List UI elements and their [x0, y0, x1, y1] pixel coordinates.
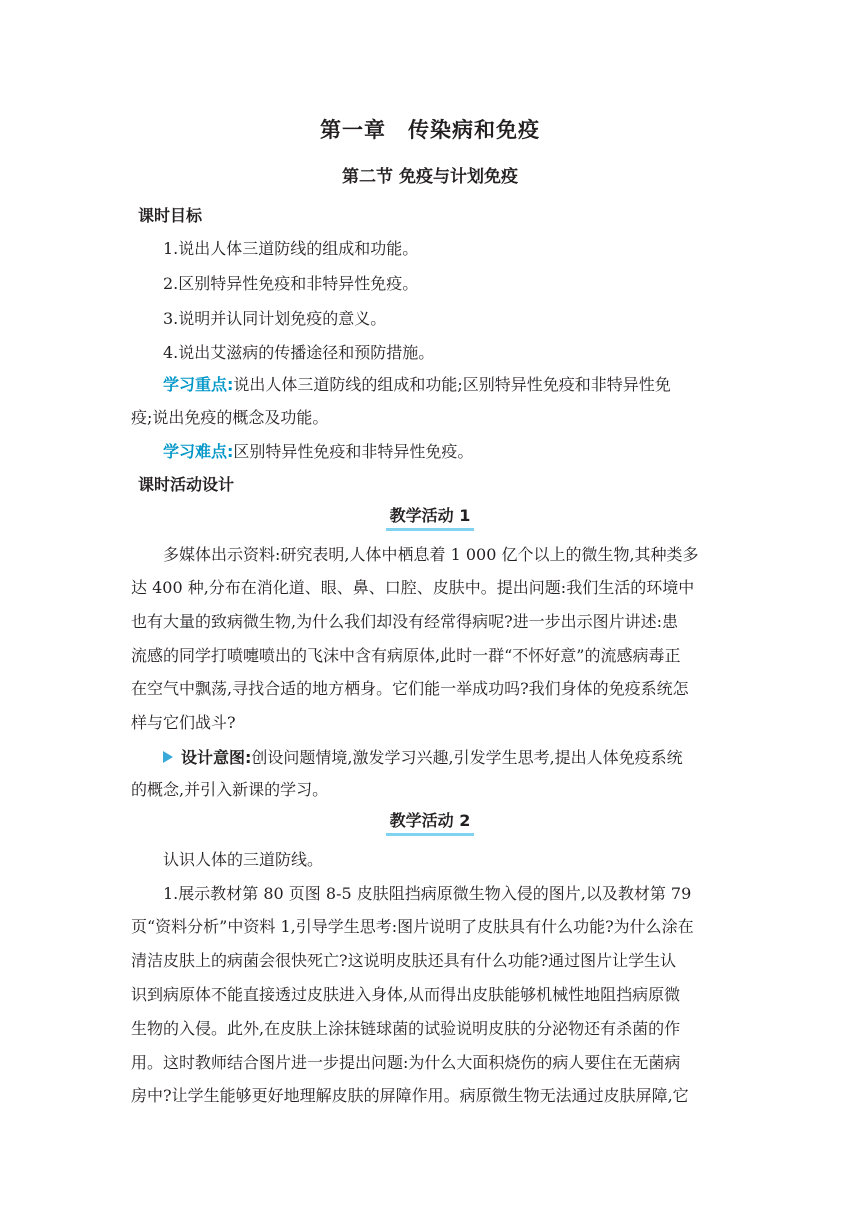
activity-1-line: 在空气中飘荡,寻找合适的地方栖身。它们能一举成功吗?我们身体的免疫系统怎 [131, 679, 689, 698]
objectives-heading: 课时目标 [138, 206, 203, 225]
objective-item: 1.说出人体三道防线的组成和功能。 [163, 239, 419, 258]
activity-1-line: 也有大量的致病微生物,为什么我们却没有经常得病呢?进一步出示图片讲述:患 [131, 612, 679, 631]
activity-2-title [0, 808, 860, 836]
activity-1-title-text: 教学活动 1 [386, 503, 475, 531]
activity-2-title-text: 教学活动 2 [386, 808, 475, 836]
activity-1-line: 样与它们战斗? [131, 713, 236, 732]
key-points-label: 学习重点: [163, 375, 234, 394]
chapter-title: 第一章 传染病和免疫 [320, 118, 540, 142]
difficulty-text: 区别特异性免疫和非特异性免疫。 [233, 442, 474, 461]
design-intent-text: 创设问题情境,激发学习兴趣,引发学生思考,提出人体免疫系统 [251, 748, 683, 767]
activity-2-intro: 认识人体的三道防线。 [163, 850, 324, 869]
key-points-continuation: 疫;说出免疫的概念及功能。 [131, 408, 329, 427]
objective-item: 3.说明并认同计划免疫的意义。 [163, 309, 387, 328]
activity-2-line: 识到病原体不能直接透过皮肤进入身体,从而得出皮肤能够机械性地阻挡病原微 [131, 985, 681, 1004]
difficulty-label: 学习难点: [163, 442, 234, 461]
activity-1-line: 流感的同学打喷嚏喷出的飞沫中含有病原体,此时一群“不怀好意”的流感病毒正 [131, 646, 681, 665]
design-intent-label: 设计意图: [181, 748, 252, 767]
key-points-text: 说出人体三道防线的组成和功能;区别特异性免疫和非特异性免 [233, 375, 671, 394]
activity-1-title [0, 503, 860, 531]
activity-2-line: 1.展示教材第 80 页图 8-5 皮肤阻挡病原微生物入侵的图片,以及教材第 79 [163, 884, 692, 903]
activity-2-line: 页“资料分析”中资料 1,引导学生思考:图片说明了皮肤具有什么功能?为什么涂在 [131, 917, 694, 936]
triangle-bullet-icon [163, 751, 173, 763]
activity-2-line: 清洁皮肤上的病菌会很快死亡?这说明皮肤还具有什么功能?通过图片让学生认 [131, 951, 677, 970]
activity-1-line: 达 400 种,分布在消化道、眼、鼻、口腔、皮肤中。提出问题:我们生活的环境中 [131, 578, 695, 597]
activity-2-line: 用。这时教师结合图片进一步提出问题:为什么大面积烧伤的病人要住在无菌病 [131, 1053, 681, 1072]
activity-2-line: 生物的入侵。此外,在皮肤上涂抹链球菌的试验说明皮肤的分泌物还有杀菌的作 [131, 1019, 681, 1038]
key-points-line [163, 372, 763, 395]
design-heading: 课时活动设计 [138, 475, 235, 494]
activity-1-line: 多媒体出示资料:研究表明,人体中栖息着 1 000 亿个以上的微生物,其种类多 [163, 545, 699, 564]
design-intent-line [163, 745, 763, 768]
objective-item: 2.区别特异性免疫和非特异性免疫。 [163, 274, 419, 293]
difficulty-line [163, 439, 763, 462]
activity-2-line: 房中?让学生能够更好地理解皮肤的屏障作用。病原微生物无法通过皮肤屏障,它 [131, 1086, 689, 1105]
design-intent-continuation: 的概念,并引入新课的学习。 [131, 780, 329, 799]
section-title: 第二节 免疫与计划免疫 [342, 167, 518, 187]
objective-item: 4.说出艾滋病的传播途径和预防措施。 [163, 343, 435, 362]
